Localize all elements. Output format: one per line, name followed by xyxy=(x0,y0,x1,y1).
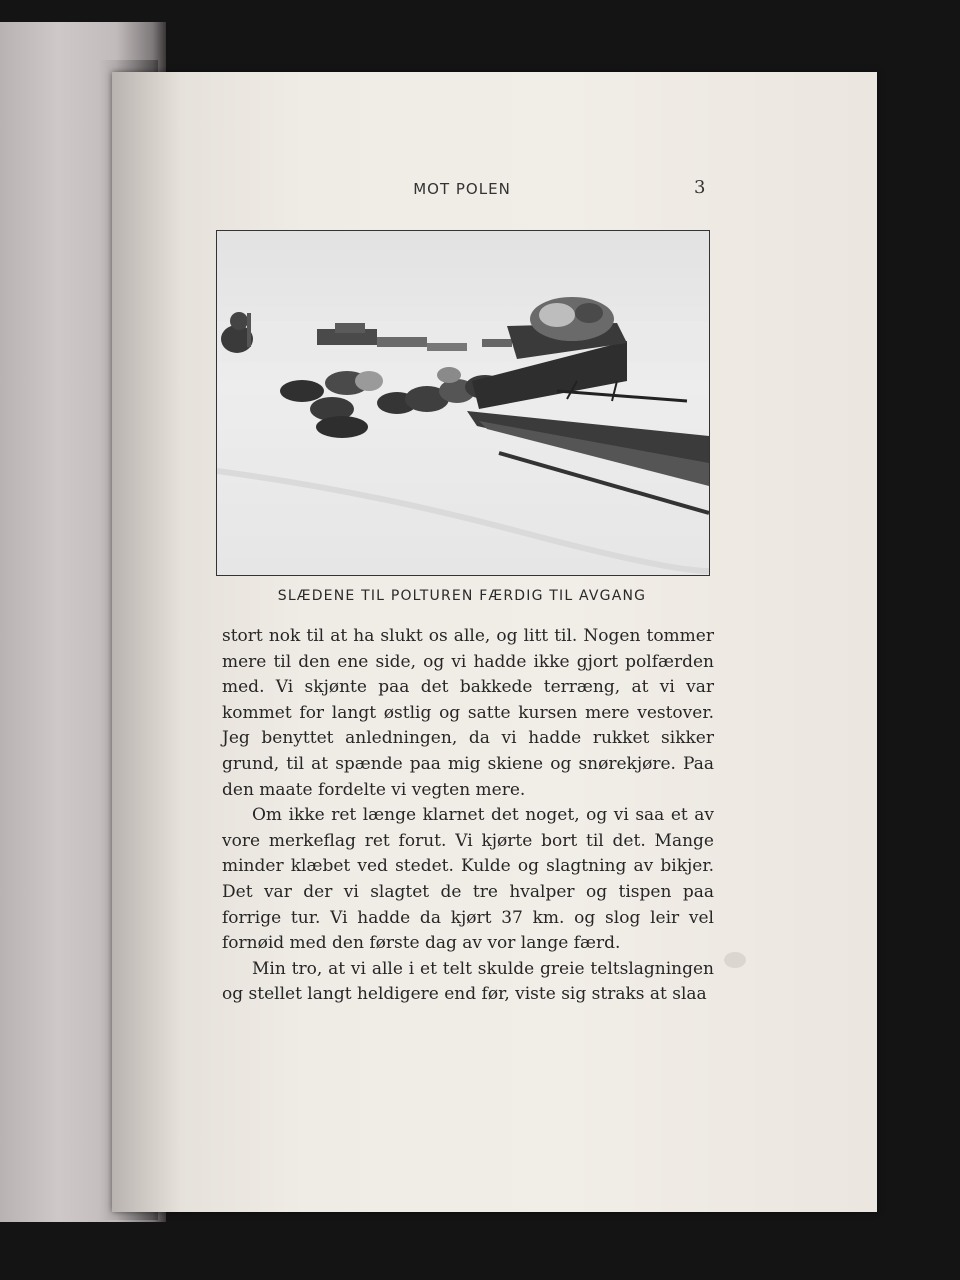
running-title: MOT POLEN xyxy=(413,180,511,198)
photo-plate xyxy=(216,230,710,576)
paper-stain xyxy=(724,952,746,968)
paragraph-3: Min tro, at vi alle i et telt skulde greie teltslagningen og stellet langt heldigere end før, viste sig straks at slaa xyxy=(222,958,714,1005)
body-text xyxy=(222,624,714,1008)
paragraph-1: stort nok til at ha slukt os alle, og litt til. Nogen tommer mere til den ene side, og vi hadde ikke gjort polfærden med. Vi skjønte paa det bakkede terræng, at vi var kommet for langt østlig og satte kursen mere vestover. Jeg benyttet anledningen, da vi hadde rukket sikker grund, til at spænde paa mig skiene og snørekjøre. Paa den maate fordelte vi vegten mere. xyxy=(222,626,714,800)
book-page xyxy=(112,72,877,1212)
sled-dogs-photo xyxy=(217,231,709,575)
paragraph-2: Om ikke ret længe klarnet det noget, og vi saa et av vore merkeflag ret forut. Vi kjørte bort til det. Mange minder klæbet ved stedet. Kulde og slagtning av bikjer. Det var der vi slagtet de tre hvalper og tispen paa forrige tur. Vi hadde da kjørt 37 km. og slog leir vel fornøid med den første dag av vor lange færd. xyxy=(222,805,714,954)
plate-caption: SLÆDENE TIL POLTUREN FÆRDIG TIL AVGANG xyxy=(277,588,647,604)
page-number: 3 xyxy=(694,177,706,198)
